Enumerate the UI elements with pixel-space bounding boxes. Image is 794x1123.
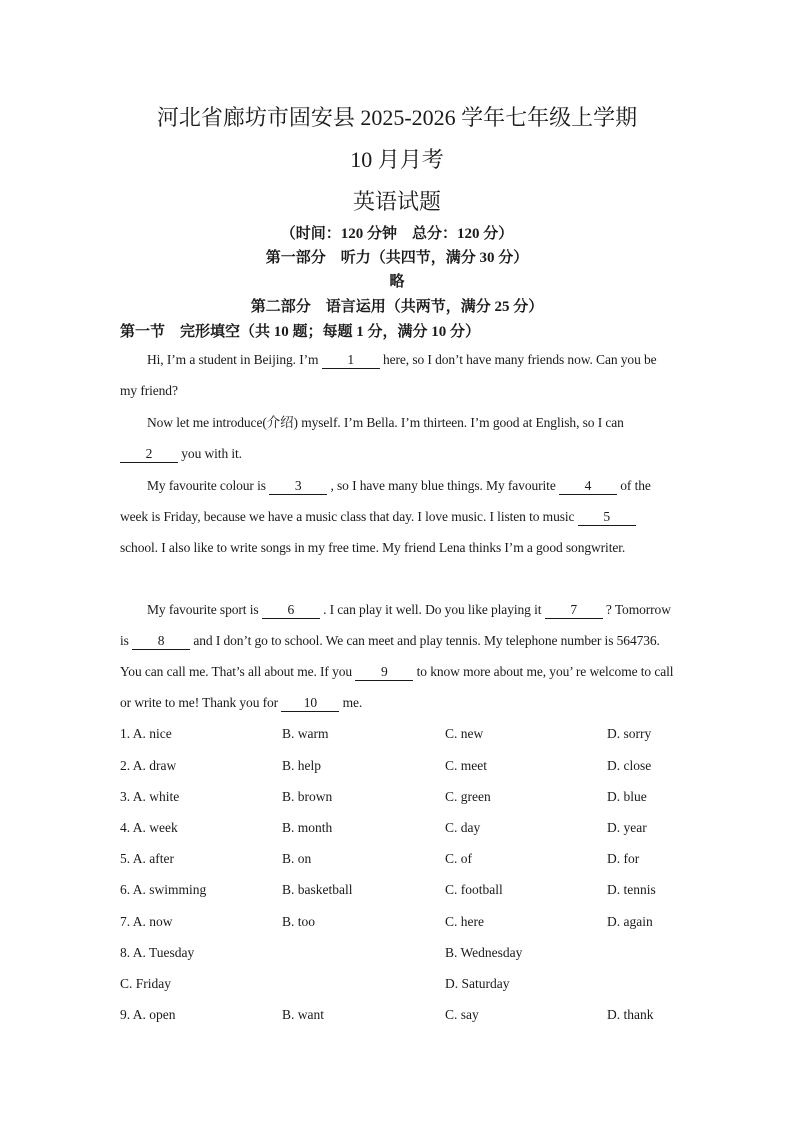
exam-title-line2: 10 月月考	[350, 147, 444, 172]
option-6d[interactable]: D. tennis	[607, 882, 656, 897]
passage-paragraph-3: My favourite colour is 3 , so I have many blue things. My favourite 4 of the week is Friday, because we have a music class that day. I love music. I listen to music 5 school. I also like to write songs in my free time. My friend Lena thinks I’m a good songwriter.	[120, 478, 651, 555]
passage-paragraph-4: My favourite sport is 6 . I can play it well. Do you like playing it 7 ? Tomorrow is 8 and I don’t go to school. We can meet and play tennis. My telephone number is 564736. You can call me. That’s all about me. If you 9 to know more about me, you’ re welcome to call or write to me! Thank you for 10 me.	[120, 602, 674, 710]
passage-paragraph-1: Hi, I’m a student in Beijing. I’m 1 here, so I don’t have many friends now. Can you be my friend?	[120, 352, 657, 398]
option-5d[interactable]: D. for	[607, 851, 640, 866]
section1-heading: 第一节 完形填空（共 10 题；每题 1 分，满分 10 分）	[120, 324, 481, 340]
option-9b[interactable]: B. want	[282, 1007, 324, 1022]
option-4c[interactable]: C. day	[445, 820, 481, 835]
option-2b[interactable]: B. help	[282, 758, 321, 773]
question-1-options	[120, 723, 680, 745]
blank-4[interactable]: 4	[559, 478, 617, 495]
option-4a[interactable]: 4. A. week	[120, 820, 178, 835]
blank-5[interactable]: 5	[578, 509, 636, 526]
option-3c[interactable]: C. green	[445, 789, 491, 804]
option-3b[interactable]: B. brown	[282, 789, 333, 804]
option-7c[interactable]: C. here	[445, 914, 484, 929]
exam-title-line1: 河北省廊坊市固安县 2025-2026 学年七年级上学期	[156, 105, 638, 130]
option-1c[interactable]: C. new	[445, 726, 484, 741]
question-7-options	[120, 911, 680, 933]
option-5a[interactable]: 5. A. after	[120, 851, 174, 866]
part1-heading: 第一部分 听力（共四节，满分 30 分）	[265, 250, 529, 266]
option-7b[interactable]: B. too	[282, 914, 316, 929]
time-info: （时间：120 分钟 总分：120 分）	[280, 226, 514, 242]
blank-10[interactable]: 10	[281, 695, 339, 712]
option-6a[interactable]: 6. A. swimming	[120, 882, 207, 897]
part1-note: 略	[389, 274, 405, 290]
option-7d[interactable]: D. again	[607, 914, 653, 929]
blank-1[interactable]: 1	[322, 352, 380, 369]
blank-9[interactable]: 9	[355, 664, 413, 681]
option-4d[interactable]: D. year	[607, 820, 647, 835]
option-8b[interactable]: B. Wednesday	[445, 945, 523, 960]
passage-paragraph-2: Now let me introduce(介绍) myself. I’m Bella. I’m thirteen. I’m good at English, so I can 2 you with it.	[120, 407, 676, 469]
blank-3[interactable]: 3	[269, 478, 327, 495]
option-8a[interactable]: 8. A. Tuesday	[120, 945, 195, 960]
option-1a[interactable]: 1. A. nice	[120, 726, 172, 741]
option-5c[interactable]: C. of	[445, 851, 472, 866]
option-5b[interactable]: B. on	[282, 851, 312, 866]
exam-subject-title: 英语试题	[352, 189, 441, 214]
blank-6[interactable]: 6	[262, 602, 320, 619]
option-2d[interactable]: D. close	[607, 758, 652, 773]
option-8d[interactable]: D. Saturday	[445, 976, 510, 991]
option-1b[interactable]: B. warm	[282, 726, 329, 741]
option-4b[interactable]: B. month	[282, 820, 333, 835]
option-9c[interactable]: C. say	[445, 1007, 479, 1022]
option-1d[interactable]: D. sorry	[607, 726, 652, 741]
option-7a[interactable]: 7. A. now	[120, 914, 173, 929]
option-9a[interactable]: 9. A. open	[120, 1007, 176, 1022]
question-4-options	[120, 817, 680, 839]
option-8c[interactable]: C. Friday	[120, 976, 172, 991]
option-6c[interactable]: C. football	[445, 882, 503, 897]
question-5-options	[120, 848, 680, 870]
question-9-options	[120, 1004, 680, 1026]
question-3-options	[120, 786, 680, 808]
option-6b[interactable]: B. basketball	[282, 882, 353, 897]
blank-7[interactable]: 7	[545, 602, 603, 619]
option-2a[interactable]: 2. A. draw	[120, 758, 177, 773]
question-6-options	[120, 879, 680, 901]
blank-8[interactable]: 8	[132, 633, 190, 650]
part2-heading: 第二部分 语言运用（共两节，满分 25 分）	[250, 299, 544, 315]
question-8-options-row2	[120, 973, 680, 995]
blank-2[interactable]: 2	[120, 446, 178, 463]
option-3a[interactable]: 3. A. white	[120, 789, 180, 804]
option-9d[interactable]: D. thank	[607, 1007, 654, 1022]
question-2-options	[120, 755, 680, 777]
option-2c[interactable]: C. meet	[445, 758, 487, 773]
question-8-options-row1	[120, 942, 680, 964]
option-3d[interactable]: D. blue	[607, 789, 647, 804]
